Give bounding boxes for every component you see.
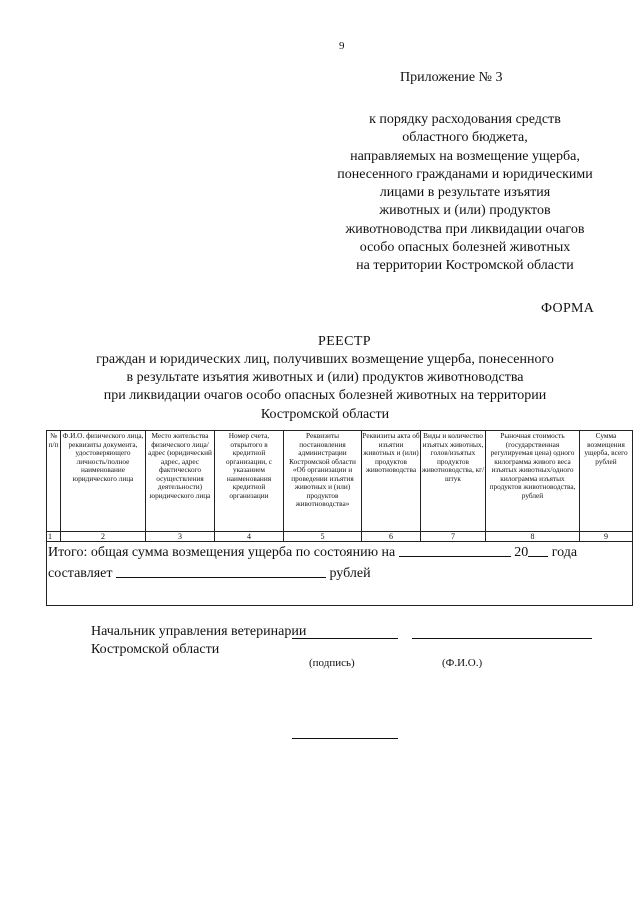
name-caption: (Ф.И.О.) [442,657,483,669]
position-line-1: Начальник управления ветеринарии [91,624,307,639]
registry-subtitle-line: при ликвидации очагов особо опасных болезней животных на территории [103,388,547,404]
header-cell: Реквизиты постановления администрации Костромской области «Об организации и проведении изъятия животных и (или) продуктов животноводства» [284,431,362,532]
appendix-line: животноводства при ликвидации очагов [345,221,585,237]
page-number: 9 [339,40,345,52]
appendix-line: на территории Костромской области [356,258,574,274]
column-number: 6 [362,532,421,542]
header-cell: Ф.И.О. физического лица, реквизиты документа, удостоверяющего личность/полное наименование юридического лица [61,431,146,532]
appendix-line: областного бюджета, [402,130,528,146]
total-row [47,542,633,606]
form-label: ФОРМА [541,301,595,316]
appendix-line: особо опасных болезней животных [359,240,571,256]
registry-table [46,430,633,606]
header-cell: Реквизиты акта об изъятии животных и (или) продуктов животноводства [362,431,421,532]
year-blank[interactable] [528,542,548,557]
signature-line[interactable] [292,638,398,639]
year-prefix: 20 [514,545,529,560]
total-line-2 [47,563,632,584]
currency-label: рублей [329,566,371,581]
column-number: 5 [284,532,362,542]
table-header-row [47,431,633,532]
appendix-description [300,111,630,276]
registry-subtitle-line: в результате изъятия животных и (или) продуктов животноводства [126,370,524,386]
column-number: 4 [215,532,284,542]
closing-rule [292,738,398,739]
appendix-title: Приложение № 3 [400,70,503,85]
total-line-1 [47,542,632,563]
position-line-2: Костромской области [91,642,220,657]
year-suffix: года [551,545,578,560]
signature-caption: (подпись) [309,657,355,669]
appendix-line: направляемых на возмещение ущерба, [350,148,580,164]
header-cell: № п/п [47,431,61,532]
header-cell: Рыночная стоимость (государственная регулируемая цена) одного килограмма живого веса изъятых животных/одного килограмма изъятых продуктов животноводства, рублей [486,431,580,532]
registry-title: РЕЕСТР [318,334,371,349]
registry-subtitle [40,351,610,424]
column-number: 7 [421,532,486,542]
header-cell: Сумма возмещения ущерба, всего рублей [580,431,633,532]
header-cell: Место жительства физического лица/адрес (юридический адрес, адрес фактического осуществления деятельности) юридического лица [146,431,215,532]
appendix-line: лицами в результате изъятия [379,185,551,201]
total-cell [47,542,633,606]
header-cell: Виды и количество изъятых животных, голов/изъятых продуктов животноводства, кг/штук [421,431,486,532]
amount-blank[interactable] [116,563,326,578]
amount-label: составляет [48,566,113,581]
column-number: 8 [486,532,580,542]
column-number: 3 [146,532,215,542]
header-cell: Номер счета, открытого в кредитной организации, с указанием наименования кредитной организации [215,431,284,532]
appendix-line: к порядку расходования средств [369,112,561,127]
registry-subtitle-line: Костромской области [260,406,390,422]
name-line[interactable] [412,638,592,639]
signatory-position [91,623,306,659]
column-number-row [47,532,633,542]
total-label: Итого: общая сумма возмещения ущерба по состоянию на [48,545,396,560]
registry-subtitle-line: граждан и юридических лиц, получивших возмещение ущерба, понесенного [96,352,554,367]
column-number: 2 [61,532,146,542]
column-number: 1 [47,532,61,542]
appendix-line: животных и (или) продуктов [379,203,551,219]
appendix-line: понесенного гражданами и юридическими [337,166,593,182]
column-number: 9 [580,532,633,542]
date-blank[interactable] [399,542,511,557]
